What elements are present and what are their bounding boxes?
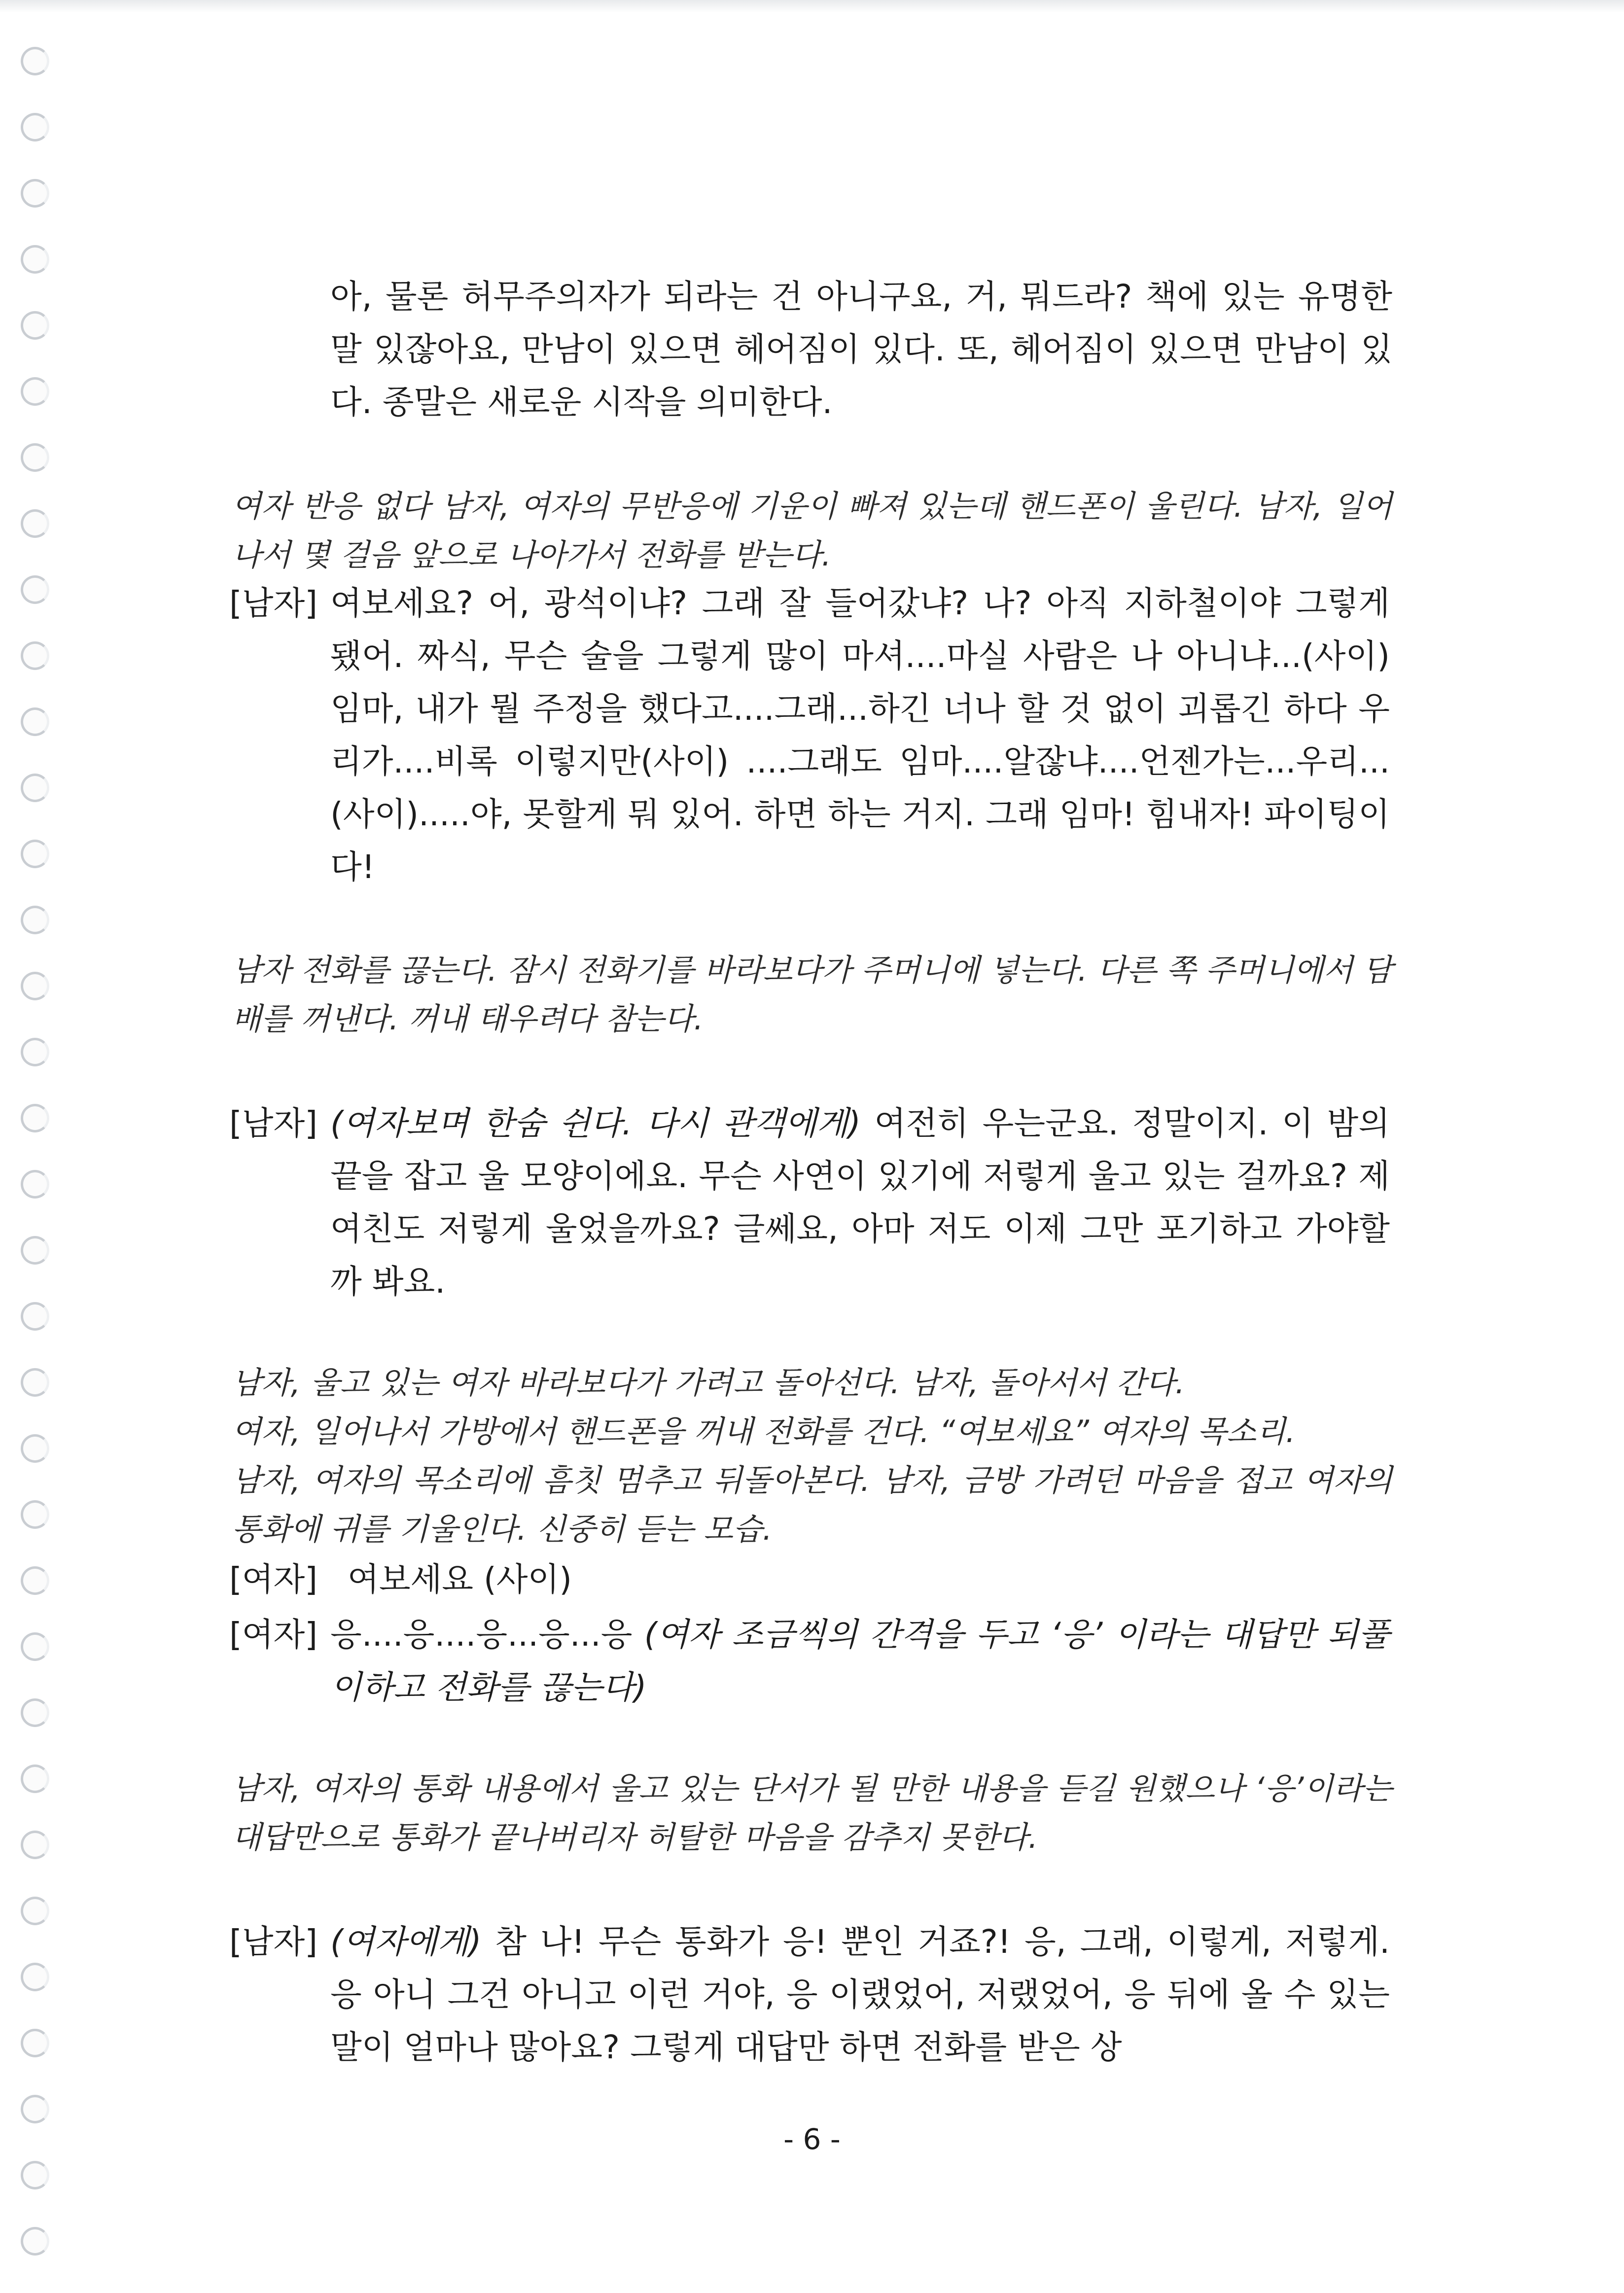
stage-direction: 여자 반응 없다 남자, 여자의 무반응에 기운이 빠져 있는데 핸드폰이 울린다. 남자, 일어나서 몇 걸음 앞으로 나아가서 전화를 받는다. xyxy=(232,488,1392,573)
dialogue-text: 여전히 우는군요. 정말이지. 이 밤의 끝을 잡고 울 모양이에요. 무슨 사연이 있기에 저렇게 울고 있는 걸까요? 제 여친도 저렇게 울었을까요? 글쎄요, 아마 저도 이제 그만 포기하고 가야할까 봐요. xyxy=(330,1104,1390,1301)
speaker-label: [여자] xyxy=(229,1560,318,1598)
dialogue-block xyxy=(330,1608,1390,1714)
dialogue-block xyxy=(330,1915,1390,2074)
page-number: - 6 - xyxy=(783,2122,841,2156)
stage-direction: 남자, 울고 있는 여자 바라보다가 가려고 돌아선다. 남자, 돌아서서 간다. 여자, 일어나서 가방에서 핸드폰을 꺼내 전화를 건다. “여보세요” 여자의 목소리. 남자, 여자의 목소리에 흠칫 멈추고 뒤돌아본다. 남자, 금방 가려던 마음을 접고 여자의 통화에 귀를 기울인다. 신중히 듣는 모습. xyxy=(232,1365,1392,1547)
stage-direction: 남자, 여자의 통화 내용에서 울고 있는 단서가 될 만한 내용을 듣길 원했으나 ‘응’이라는 대답만으로 통화가 끝나버리자 허탈한 마음을 감추지 못한다. xyxy=(232,1770,1392,1855)
speaker-label: [남자] xyxy=(229,1104,318,1142)
stage-direction: 남자 전화를 끊는다. 잠시 전화기를 바라보다가 주머니에 넣는다. 다른 쪽 주머니에서 담배를 꺼낸다. 꺼내 태우려다 참는다. xyxy=(232,952,1392,1037)
inline-stage-direction: (여자 조금씩의 간격을 두고 ‘응’ 이라는 대답만 되풀이하고 전화를 끊는다) xyxy=(330,1616,1390,1706)
dialogue-text: 여보세요 (사이) xyxy=(348,1560,572,1598)
inline-stage-direction: (여자보며 한숨 쉰다. 다시 관객에게) xyxy=(330,1104,861,1142)
dialogue-text: 여보세요? 어, 광석이냐? 그래 잘 들어갔냐? 나? 아직 지하철이야 그렇게 됐어. 짜식, 무슨 술을 그렇게 많이 마셔....마실 사람은 나 아니냐...(사이)임마, 내가 뭘 주정을 했다고....그래...하긴 너나 할 것 없이 괴롭긴 하다 우리가....비록 이렇지만(사이) ....그래도 임마....알잖냐....언젠가는...우리...(사이).....야, 못할게 뭐 있어. 하면 하는 거지. 그래 임마! 힘내자! 파이팅이다! xyxy=(330,584,1390,886)
speaker-label: [남자] xyxy=(229,1923,318,1961)
dialogue-block xyxy=(330,1097,1390,1308)
inline-stage-direction: (여자에게) xyxy=(330,1923,482,1961)
dialogue-text: 참 나! 무슨 통화가 응! 뿐인 거죠?! 응, 그래, 이렇게, 저렇게. 응 아니 그건 아니고 이런 거야, 응 이랬었어, 저랬었어, 응 뒤에 올 수 있는 말이 얼마나 많아요? 그렇게 대답만 하면 전화를 받은 상 xyxy=(330,1923,1390,2066)
speaker-label: [여자] xyxy=(229,1616,318,1654)
dialogue-continuation: 아, 물론 허무주의자가 되라는 건 아니구요, 거, 뭐드라? 책에 있는 유명한 말 있잖아요, 만남이 있으면 헤어짐이 있다. 또, 헤어짐이 있으면 만남이 있다. 종말은 새로운 시작을 의미한다. xyxy=(330,278,1392,421)
dialogue-text: 응....응....응...응...응 xyxy=(330,1616,644,1654)
speaker-label: [남자] xyxy=(229,584,318,622)
